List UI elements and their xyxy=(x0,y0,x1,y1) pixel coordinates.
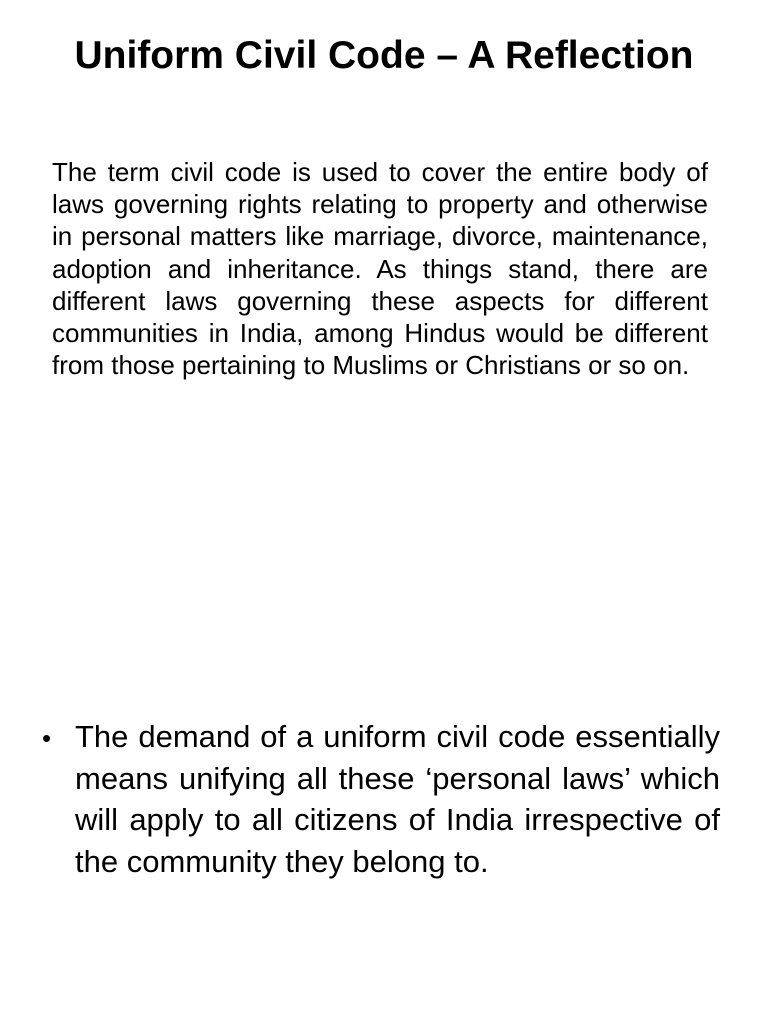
intro-paragraph: The term civil code is used to cover the entire body of laws governing rights relating to property and otherwise in personal matters like marriage, divorce, maintenance, adoption and inheritance. As things stand, there are different laws governing these aspects for different communities in India, among Hindus would be different from those pertaining to Muslims or Christians or so on. xyxy=(52,157,708,381)
bullet-text: The demand of a uniform civil code essentially means unifying all these ‘personal laws’ which will apply to all citizens of India irrespective of the community they belong to. xyxy=(75,719,720,879)
slide-title: Uniform Civil Code – A Reflection xyxy=(74,34,694,77)
bullet-item xyxy=(40,716,720,882)
bullet-list xyxy=(40,716,720,882)
bullet-marker: • xyxy=(42,723,52,753)
